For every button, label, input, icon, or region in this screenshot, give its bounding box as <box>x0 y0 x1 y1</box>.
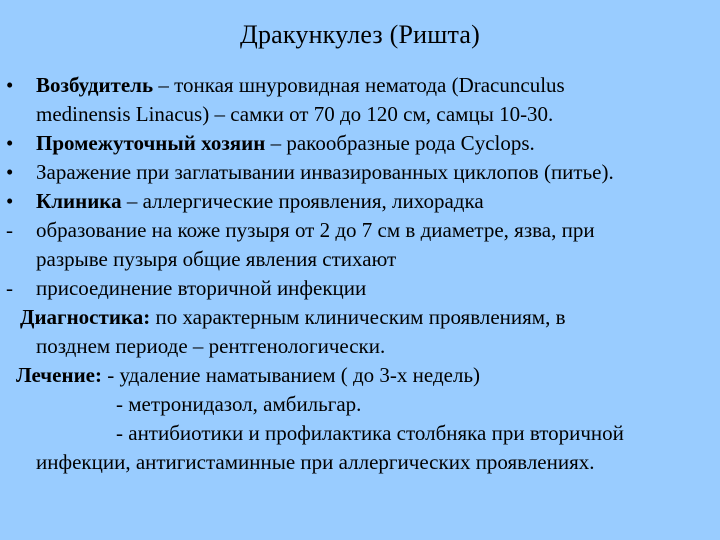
bullet-marker: • <box>6 189 14 213</box>
bullet-label: Промежуточный хозяин <box>36 131 266 155</box>
diagnostics-text: по характерным клиническим проявлениям, в <box>150 305 566 329</box>
treatment-label: Лечение: <box>16 363 102 387</box>
bullet-marker: • <box>6 131 14 155</box>
treatment-text: инфекции, антигистаминные при аллергических проявлениях. <box>36 450 595 474</box>
bullet-item-clinic <box>0 187 720 216</box>
dash-item-blister-continuation <box>0 245 720 274</box>
dash-text: образование на коже пузыря от 2 до 7 см в диаметре, язва, при <box>36 218 595 242</box>
bullet-text: Заражение при заглатывании инвазированных циклопов (питье). <box>36 160 614 184</box>
dash-text: разрыве пузыря общие явления стихают <box>36 247 397 271</box>
diagnostics-paragraph <box>0 303 720 332</box>
slide-title: Дракункулез (Ришта) <box>240 20 480 49</box>
bullet-label: Возбудитель <box>36 73 154 97</box>
treatment-paragraph <box>0 361 720 390</box>
treatment-text: - метронидазол, амбильгар. <box>116 392 362 416</box>
bullet-item-pathogen-continuation <box>0 100 720 129</box>
treatment-item-metronidazole <box>0 390 720 419</box>
treatment-item-antibiotics-continuation <box>0 448 720 477</box>
diagnostics-continuation <box>0 332 720 361</box>
bullet-item-intermediate-host <box>0 129 720 158</box>
dash-text: присоединение вторичной инфекции <box>36 276 367 300</box>
dash-marker: - <box>6 218 13 242</box>
bullet-text: – ракообразные рода Cyclops. <box>265 131 535 155</box>
bullet-label: Клиника <box>36 189 122 213</box>
treatment-text: - удаление наматыванием ( до 3-х недель) <box>101 363 481 387</box>
dash-item-blister <box>0 216 720 245</box>
dash-marker: - <box>6 276 13 300</box>
treatment-item-antibiotics <box>0 419 720 448</box>
diagnostics-text: позднем периоде – рентгенологически. <box>36 334 386 358</box>
diagnostics-label: Диагностика: <box>20 305 151 329</box>
bullet-marker: • <box>6 73 14 97</box>
bullet-item-pathogen <box>0 71 720 100</box>
bullet-text: medinensis Linacus) – самки от 70 до 120 см, самцы 10-30. <box>36 102 554 126</box>
dash-item-secondary-infection <box>0 274 720 303</box>
bullet-text: – тонкая шнуровидная нематода (Dracunculus <box>153 73 565 97</box>
bullet-text: – аллергические проявления, лихорадка <box>121 189 484 213</box>
treatment-text: - антибиотики и профилактика столбняка при вторичной <box>116 421 624 445</box>
bullet-item-infection <box>0 158 720 187</box>
slide-content <box>0 71 720 477</box>
bullet-marker: • <box>6 160 14 184</box>
